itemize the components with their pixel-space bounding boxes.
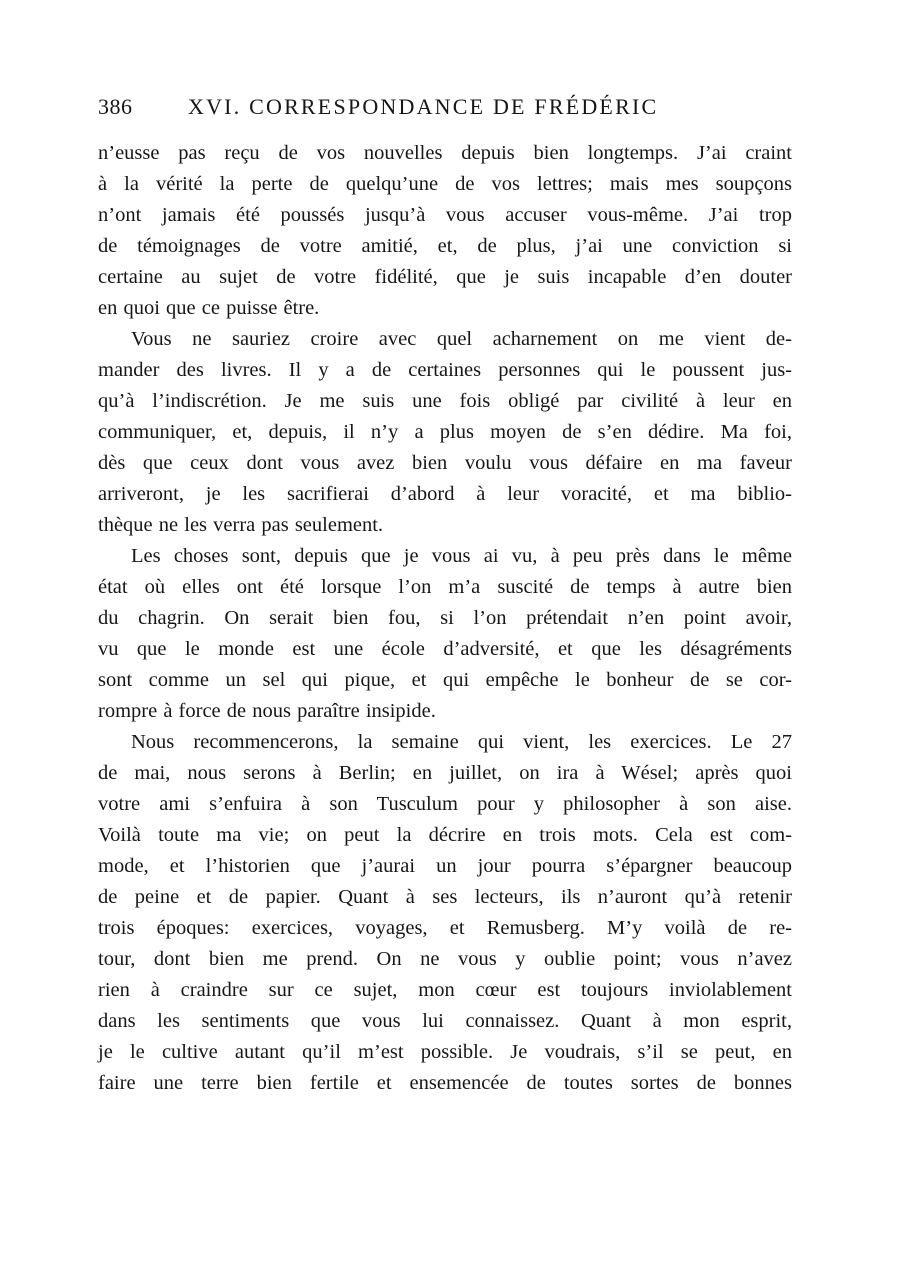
text-line: en quoi que ce puisse être. (98, 297, 320, 319)
text-line: Nous recommencerons, la semaine qui vient, les exercices. Le 27 (131, 731, 792, 753)
text-line: du chagrin. On serait bien fou, si l’on prétendait n’en point avoir, (98, 607, 792, 629)
running-title: XVI. CORRESPONDANCE DE FRÉDÉRIC (188, 94, 659, 119)
page-number: 386 (98, 94, 133, 119)
text-line: mander des livres. Il y a de certaines personnes qui le poussent jus- (98, 359, 792, 381)
text-line: qu’à l’indiscrétion. Je me suis une fois obligé par civilité à leur en (98, 390, 792, 412)
running-head (98, 94, 798, 124)
text-line: rien à craindre sur ce sujet, mon cœur est toujours inviolablement (98, 979, 792, 1001)
text-line: état où elles ont été lorsque l’on m’a suscité de temps à autre bien (98, 576, 792, 598)
text-line: trois époques: exercices, voyages, et Remusberg. M’y voilà de re- (98, 917, 792, 939)
text-line: sont comme un sel qui pique, et qui empêche le bonheur de se cor- (98, 669, 792, 691)
text-line: vu que le monde est une école d’adversité, et que les désagréments (98, 638, 792, 660)
text-line: Vous ne sauriez croire avec quel acharnement on me vient de- (131, 328, 792, 350)
text-line: n’ont jamais été poussés jusqu’à vous accuser vous-même. J’ai trop (98, 204, 792, 226)
text-line: votre ami s’enfuira à son Tusculum pour y philosopher à son aise. (98, 793, 792, 815)
text-line: tour, dont bien me prend. On ne vous y oublie point; vous n’avez (98, 948, 792, 970)
text-line: je le cultive autant qu’il m’est possible. Je voudrais, s’il se peut, en (98, 1041, 792, 1063)
paragraph (98, 138, 792, 324)
paragraph (98, 541, 792, 727)
text-line: certaine au sujet de votre fidélité, que je suis incapable d’en douter (98, 266, 792, 288)
text-line: faire une terre bien fertile et ensemencée de toutes sortes de bonnes (98, 1072, 792, 1094)
text-line: de peine et de papier. Quant à ses lecteurs, ils n’auront qu’à retenir (98, 886, 792, 908)
text-line: Voilà toute ma vie; on peut la décrire en trois mots. Cela est com- (98, 824, 792, 846)
text-line: Les choses sont, depuis que je vous ai vu, à peu près dans le même (131, 545, 792, 567)
body-text (98, 138, 792, 1099)
text-line: n’eusse pas reçu de vos nouvelles depuis bien longtemps. J’ai craint (98, 142, 792, 164)
text-line: à la vérité la perte de quelqu’une de vos lettres; mais mes soupçons (98, 173, 792, 195)
text-line: dès que ceux dont vous avez bien voulu vous défaire en ma faveur (98, 452, 792, 474)
text-line: thèque ne les verra pas seulement. (98, 514, 384, 536)
text-line: de mai, nous serons à Berlin; en juillet, on ira à Wésel; après quoi (98, 762, 792, 784)
text-line: arriveront, je les sacrifierai d’abord à leur voracité, et ma biblio- (98, 483, 792, 505)
paragraph (98, 727, 792, 1099)
text-line: mode, et l’historien que j’aurai un jour pourra s’épargner beaucoup (98, 855, 792, 877)
paragraph (98, 324, 792, 541)
text-line: de témoignages de votre amitié, et, de plus, j’ai une conviction si (98, 235, 792, 257)
text-line: dans les sentiments que vous lui connaissez. Quant à mon esprit, (98, 1010, 792, 1032)
text-line: rompre à force de nous paraître insipide. (98, 700, 436, 722)
text-line: communiquer, et, depuis, il n’y a plus moyen de s’en dédire. Ma foi, (98, 421, 792, 443)
